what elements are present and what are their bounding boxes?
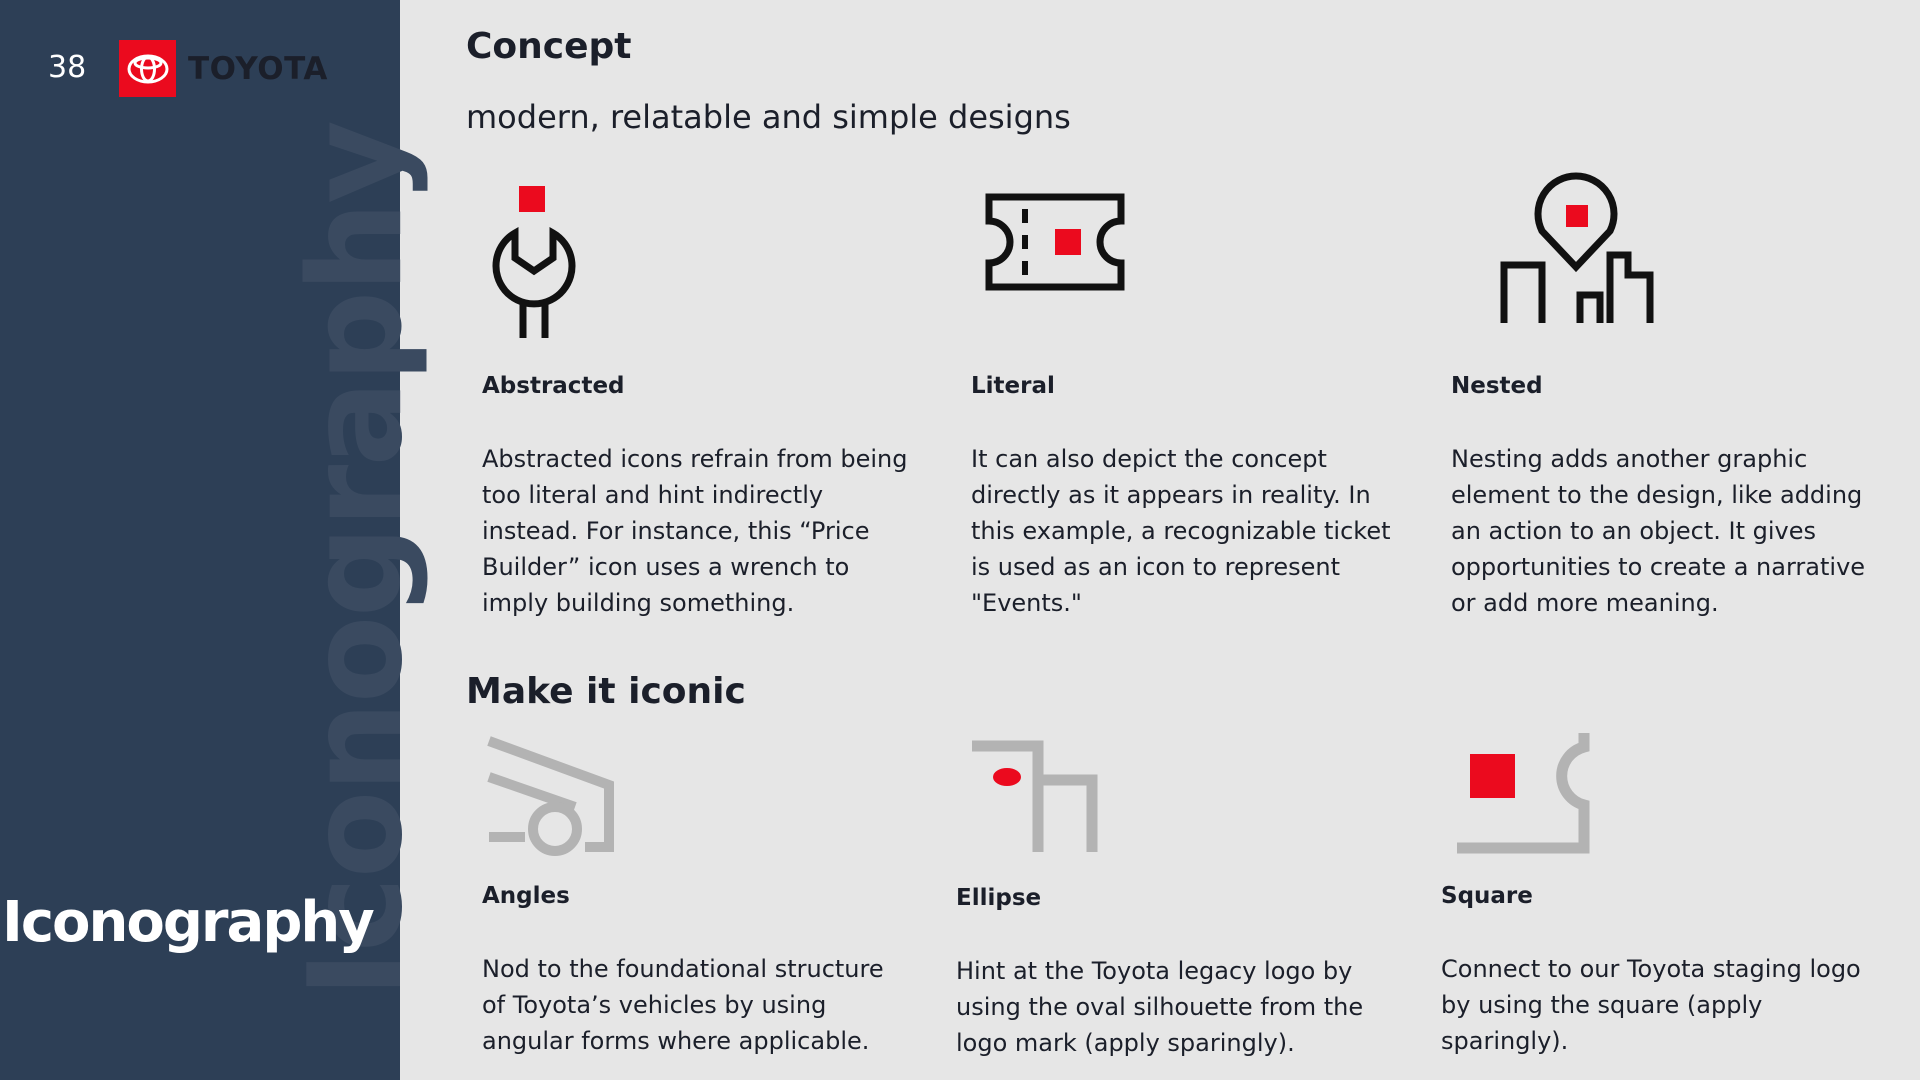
card-title-ellipse: Ellipse (956, 885, 1042, 911)
card-body-square: Connect to our Toyota staging logo by using the square (apply sparingly). (1441, 955, 1861, 1055)
card-title-nested: Nested (1451, 373, 1543, 399)
square-icon (1455, 730, 1590, 855)
sidebar (0, 0, 431, 1080)
card-title-angles: Angles (482, 883, 570, 909)
toyota-emblem-icon (119, 40, 176, 97)
sidebar-watermark: Iconography (282, 122, 431, 998)
sidebar-title: Iconography (2, 890, 373, 955)
card-body-angles: Nod to the foundational structure of Toyota’s vehicles by using angular forms where applicable. (482, 955, 884, 1055)
location-pin-buildings-icon (1498, 175, 1658, 325)
brand-wordmark: TOYOTA (188, 50, 328, 87)
page-number: 38 (48, 50, 87, 85)
concept-title: Concept (466, 26, 632, 67)
card-body-literal: It can also depict the concept directly as it appears in reality. In this example, a recognizable ticket is used as an icon to represent "Events." (971, 445, 1391, 617)
card-title-literal: Literal (971, 373, 1055, 399)
card-body-abstracted: Abstracted icons refrain from being too literal and hint indirectly instead. For instance, this “Price Builder” icon uses a wrench to imply building something. (482, 445, 908, 617)
card-title-square: Square (1441, 883, 1533, 909)
card-body-nested: Nesting adds another graphic element to the design, like adding an action to an object. It gives opportunities to create a narrative or add more meaning. (1451, 445, 1866, 617)
card-title-abstracted: Abstracted (482, 373, 625, 399)
angles-icon (485, 737, 615, 862)
iconic-title: Make it iconic (466, 671, 746, 712)
wrench-icon (480, 183, 580, 338)
toyota-logo (119, 40, 328, 97)
card-body-ellipse: Hint at the Toyota legacy logo by using the oval silhouette from the logo mark (apply sparingly). (956, 957, 1364, 1057)
ellipse-icon (970, 740, 1100, 855)
concept-subtitle: modern, relatable and simple designs (466, 98, 1071, 136)
ticket-icon (985, 193, 1125, 291)
